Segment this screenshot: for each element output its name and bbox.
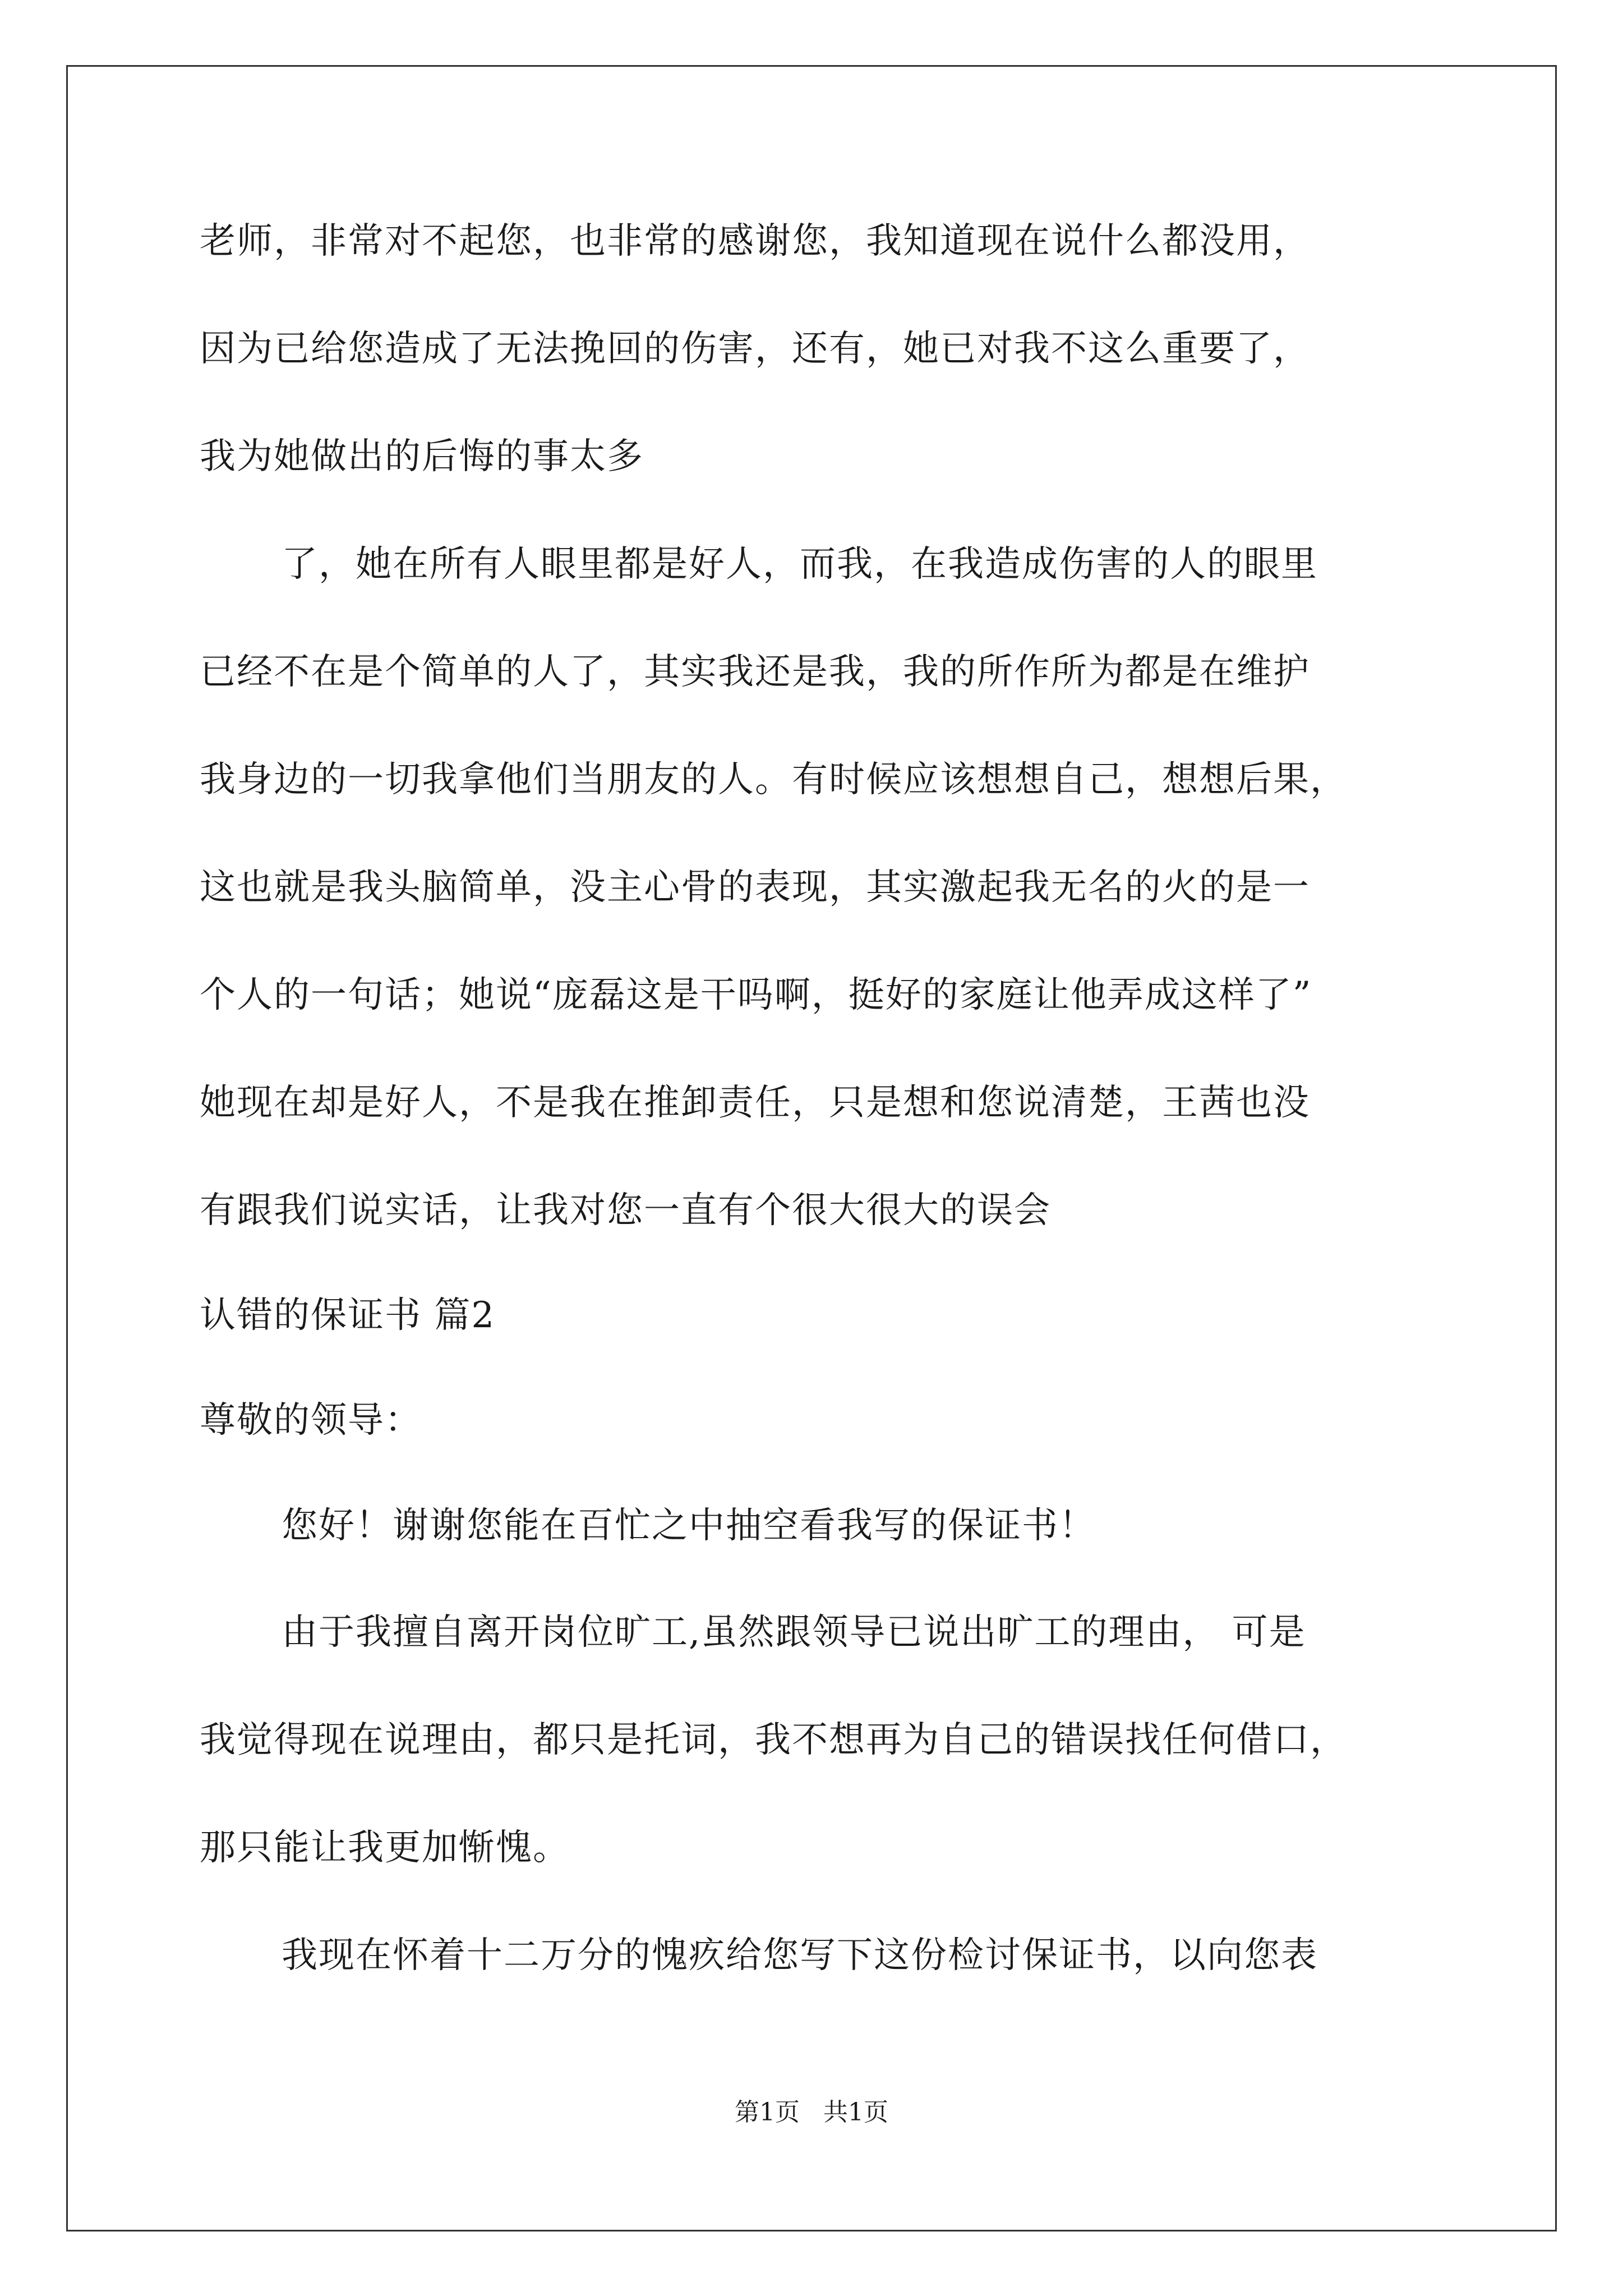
text-line: 了，她在所有人眼里都是好人，而我，在我造成伤害的人的眼里 xyxy=(282,544,1318,585)
text-line: 我身边的一切我拿他们当朋友的人。有时候应该想想自己，想想后果， xyxy=(200,759,1347,800)
text-line: 老师，非常对不起您，也非常的感谢您，我知道现在说什么都没用， xyxy=(200,220,1310,262)
text-line: 个人的一句话；她说“庞磊这是干吗啊，挺好的家庭让他弄成这样了” xyxy=(200,974,1312,1016)
text-line: 那只能让我更加惭愧。 xyxy=(200,1827,570,1869)
salutation: 尊敬的领导： xyxy=(200,1400,422,1441)
text-line: 因为已给您造成了无法挽回的伤害，还有，她已对我不这么重要了， xyxy=(200,328,1310,370)
page-footer: 第1页 共1页 xyxy=(735,2098,888,2127)
text-line: 这也就是我头脑简单，没主心骨的表现，其实激起我无名的火的是一 xyxy=(200,867,1310,908)
text-line: 我觉得现在说理由，都只是托词，我不想再为自己的错误找任何借口， xyxy=(200,1719,1347,1761)
text-line: 由于我擅自离开岗位旷工,虽然跟领导已说出旷工的理由， 可是 xyxy=(282,1612,1306,1653)
text-line: 我为她做出的后悔的事太多 xyxy=(200,436,644,477)
section-heading: 认错的保证书 篇2 xyxy=(200,1295,496,1336)
greeting: 您好！谢谢您能在百忙之中抽空看我写的保证书！ xyxy=(282,1505,1096,1547)
text-line: 有跟我们说实话，让我对您一直有个很大很大的误会 xyxy=(200,1190,1051,1231)
text-line: 她现在却是好人，不是我在推卸责任，只是想和您说清楚，王茜也没 xyxy=(200,1082,1310,1124)
page-border xyxy=(66,65,1557,2231)
text-line: 我现在怀着十二万分的愧疚给您写下这份检讨保证书，以向您表 xyxy=(282,1935,1318,1976)
text-line: 已经不在是个简单的人了，其实我还是我，我的所作所为都是在维护 xyxy=(200,651,1310,693)
